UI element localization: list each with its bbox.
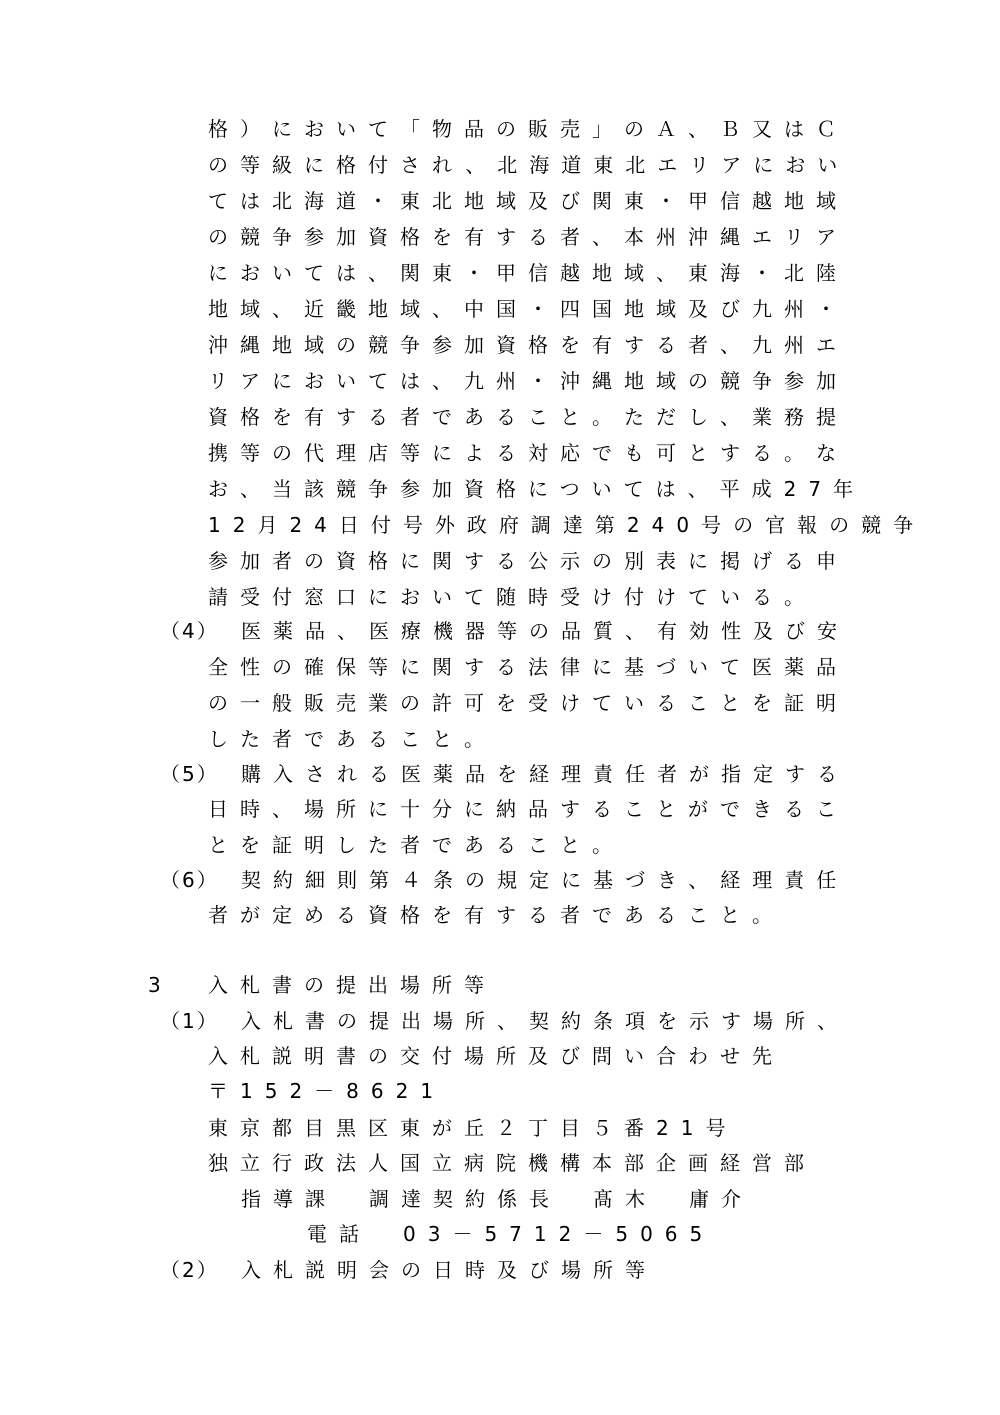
text-line: リアにおいては、九州・沖縄地域の競争参加 <box>208 369 848 393</box>
text-line: 携等の代理店等による対応でも可とする。な <box>208 441 848 465</box>
text-line: 者が定める資格を有する者であること。 <box>208 903 784 927</box>
text-line: した者であること。 <box>208 727 496 751</box>
text-line: 格）において「物品の販売」のＡ、Ｂ又はＣ <box>208 117 848 141</box>
text-line: 請受付窓口において随時受け付けている。 <box>208 585 816 609</box>
section-heading: 入札書の提出場所等 <box>208 973 496 997</box>
text-line: においては、関東・甲信越地域、東海・北陸 <box>208 261 848 285</box>
text-line: 日時、場所に十分に納品することができるこ <box>208 797 848 821</box>
text-line: の一般販売業の許可を受けていることを証明 <box>208 691 848 715</box>
item-number-label: （2） <box>160 1258 219 1282</box>
postal-code: 〒152－8621 <box>208 1079 446 1103</box>
text-line: 医薬品、医療機器等の品質、有効性及び安 <box>241 619 849 643</box>
text-line: 資格を有する者であること。ただし、業務提 <box>208 405 848 429</box>
text-line: の等級に格付され、北海道東北エリアにおい <box>208 153 850 177</box>
text-line: 入札書の提出場所、契約条項を示す場所、 <box>241 1009 849 1033</box>
text-line: 入札説明書の交付場所及び問い合わせ先 <box>208 1044 784 1068</box>
text-line: ては北海道・東北地域及び関東・甲信越地域 <box>208 189 848 213</box>
item-number-label: （4） <box>160 619 219 643</box>
phone-number: 電話 03－5712－5065 <box>307 1222 715 1246</box>
address: 東京都目黒区東が丘２丁目５番21号 <box>208 1116 738 1140</box>
text-line: お、当該競争参加資格については、平成27年 <box>208 477 866 501</box>
text-line: 購入される医薬品を経理責任者が指定する <box>241 762 849 786</box>
text-line: の競争参加資格を有する者、本州沖縄エリア <box>208 225 848 249</box>
item-number-label: （6） <box>160 868 219 892</box>
item-number-label: （5） <box>160 762 219 786</box>
section-number: 3 <box>148 973 163 997</box>
text-line: 12月24日付号外政府調達第240号の官報の競争 <box>208 513 926 537</box>
text-line: とを証明した者であること。 <box>208 833 624 857</box>
text-line: 契約細則第４条の規定に基づき、経理責任 <box>241 868 849 892</box>
item-number-label: （1） <box>160 1009 219 1033</box>
text-line: 参加者の資格に関する公示の別表に掲げる申 <box>208 549 848 573</box>
text-line: 地域、近畿地域、中国・四国地域及び九州・ <box>208 297 848 321</box>
text-line: 沖縄地域の競争参加資格を有する者、九州エ <box>208 333 848 357</box>
organization: 独立行政法人国立病院機構本部企画経営部 <box>208 1151 816 1175</box>
text-line: 全性の確保等に関する法律に基づいて医薬品 <box>208 655 848 679</box>
text-line: 入札説明会の日時及び場所等 <box>241 1258 657 1282</box>
contact-person: 指導課 調達契約係長 髙木 庸介 <box>241 1187 753 1211</box>
